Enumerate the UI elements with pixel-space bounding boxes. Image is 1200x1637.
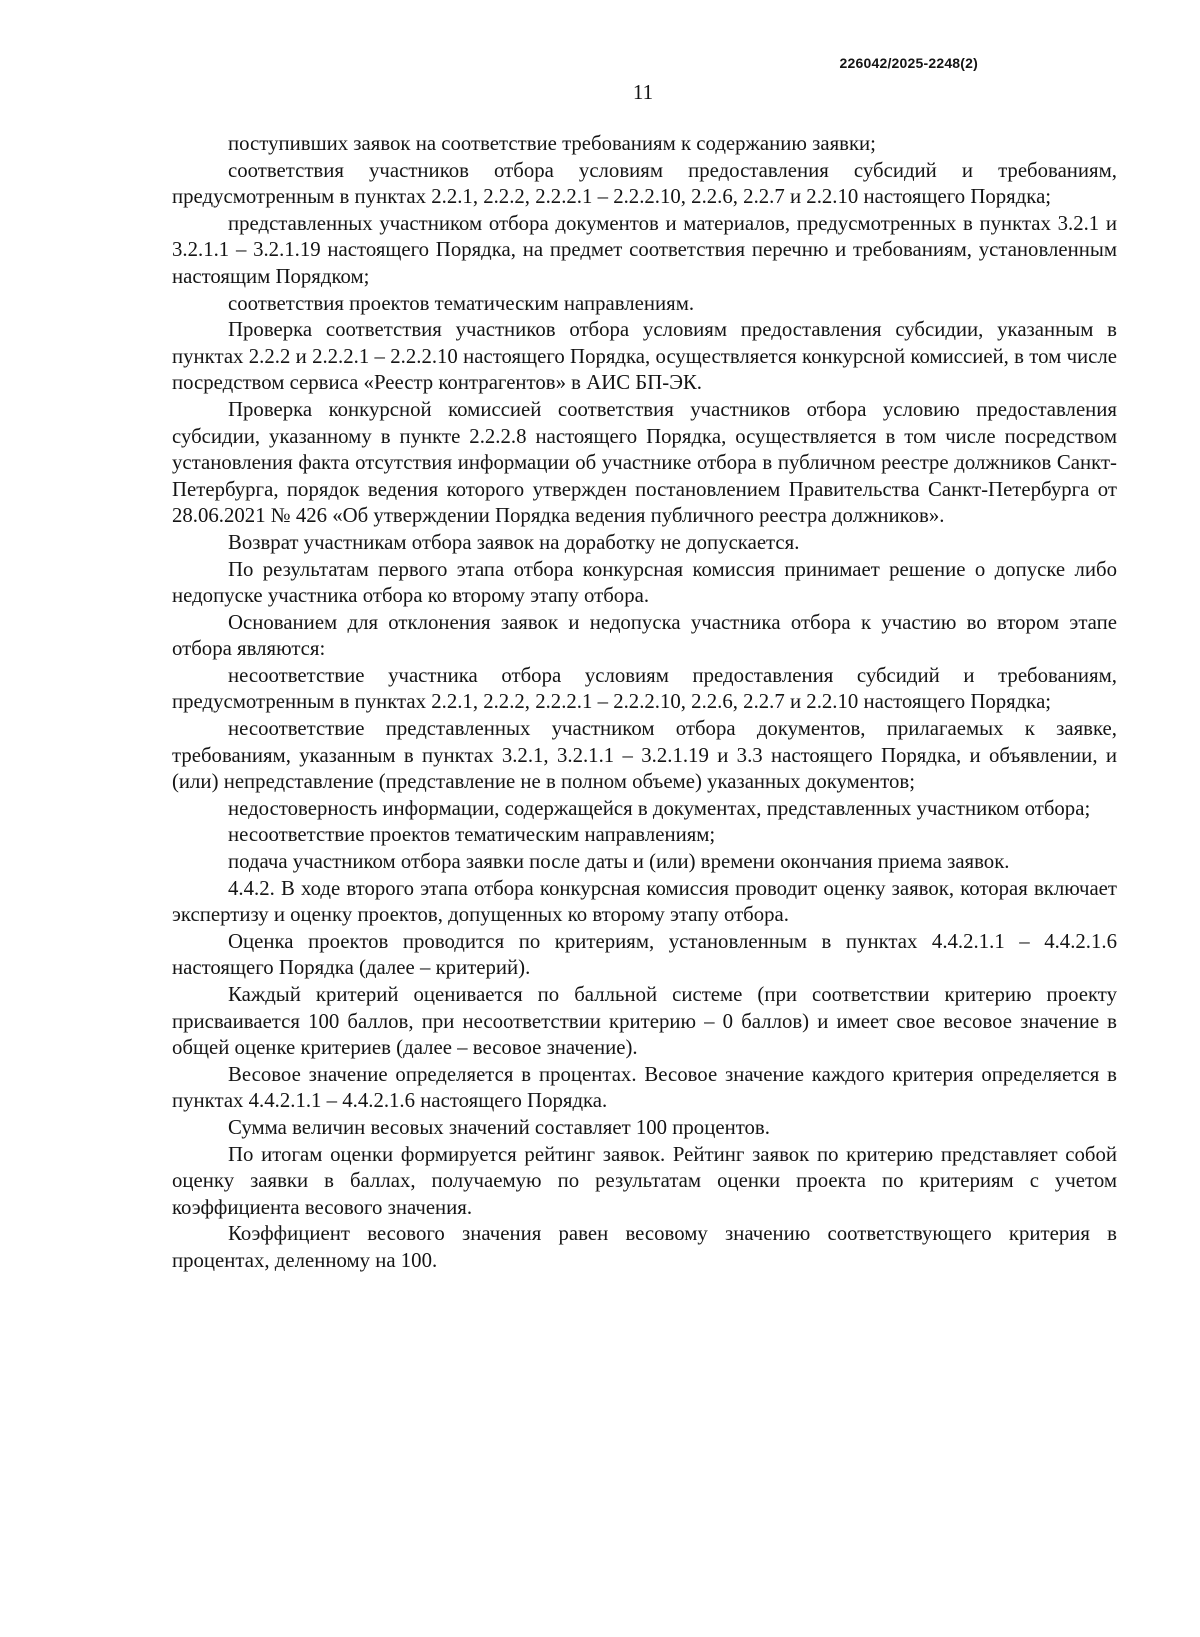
paragraph: несоответствие проектов тематическим направлениям; <box>228 823 716 847</box>
paragraph: Весовое значение определяется в процентах. Весовое значение каждого критерия определяется в пунктах 4.4.2.1.1 – 4.4.2.1.6 настоящего Порядка. <box>172 1062 1117 1113</box>
paragraph: несоответствие представленных участником отбора документов, прилагаемых к заявке, требованиям, указанным в пунктах 3.2.1, 3.2.1.1 – 3.2.1.19 и 3.3 настоящего Порядка, и объявлении, и (или) непредставление (представление не в полном объеме) указанных документов; <box>172 717 1117 794</box>
paragraph: Оценка проектов проводится по критериям, установленным в пунктах 4.4.2.1.1 – 4.4.2.1.6 настоящего Порядка (далее – критерий). <box>172 929 1117 980</box>
paragraph: соответствия проектов тематическим направлениям. <box>228 291 695 315</box>
paragraph: недостоверность информации, содержащейся в документах, представленных участником отбора; <box>228 796 1091 820</box>
paragraph: Возврат участникам отбора заявок на доработку не допускается. <box>228 530 800 554</box>
paragraph: 4.4.2. В ходе второго этапа отбора конкурсная комиссия проводит оценку заявок, которая включает экспертизу и оценку проектов, допущенных ко второму этапу отбора. <box>172 876 1117 927</box>
paragraph: Основанием для отклонения заявок и недопуска участника отбора к участию во втором этапе отбора являются: <box>172 610 1117 661</box>
paragraph: По результатам первого этапа отбора конкурсная комиссия принимает решение о допуске либо недопуске участника отбора ко второму этапу отбора. <box>172 557 1117 608</box>
document-registration-number: 226042/2025-2248(2) <box>839 55 978 71</box>
paragraph: Коэффициент весового значения равен весовому значению соответствующего критерия в процентах, деленному на 100. <box>172 1222 1117 1272</box>
paragraph: соответствия участников отбора условиям предоставления субсидий и требованиям, предусмотренным в пунктах 2.2.1, 2.2.2, 2.2.2.1 – 2.2.2.10, 2.2.6, 2.2.7 и 2.2.10 настоящего Порядка; <box>172 158 1117 209</box>
document-body <box>172 131 1117 1275</box>
paragraph: Проверка конкурсной комиссией соответствия участников отбора условию предоставления субсидии, указанному в пункте 2.2.2.8 настоящего Порядка, осуществляется в том числе посредством установления факта отсутствия информации об участнике отбора в публичном реестре должников Санкт-Петербурга, порядок ведения которого утвержден постановлением Правительства Санкт-Петербурга от 28.06.2021 № 426 «Об утверждении Порядка ведения публичного реестра должников». <box>172 397 1117 528</box>
paragraph: Проверка соответствия участников отбора условиям предоставления субсидии, указанным в пунктах 2.2.2 и 2.2.2.1 – 2.2.2.10 настоящего Порядка, осуществляется конкурсной комиссией, в том числе посредством сервиса «Реестр контрагентов» в АИС БП-ЭК. <box>172 318 1117 395</box>
paragraph: По итогам оценки формируется рейтинг заявок. Рейтинг заявок по критерию представляет собой оценку заявки в баллах, получаемую по результатам оценки проекта по критериям с учетом коэффициента весового значения. <box>172 1142 1117 1219</box>
paragraph: подача участником отбора заявки после даты и (или) времени окончания приема заявок. <box>228 850 1010 874</box>
paragraph: поступивших заявок на соответствие требованиям к содержанию заявки; <box>228 132 876 155</box>
page-number: 11 <box>632 80 654 104</box>
paragraph: представленных участником отбора документов и материалов, предусмотренных в пунктах 3.2.1 и 3.2.1.1 – 3.2.1.19 настоящего Порядка, на предмет соответствия перечню и требованиям, установленным настоящим Порядком; <box>172 211 1117 288</box>
paragraph: Каждый критерий оценивается по балльной системе (при соответствии критерию проекту присваивается 100 баллов, при несоответствии критерию – 0 баллов) и имеет свое весовое значение в общей оценке критериев (далее – весовое значение). <box>172 983 1117 1060</box>
paragraph: Сумма величин весовых значений составляет 100 процентов. <box>228 1115 770 1139</box>
paragraph: несоответствие участника отбора условиям предоставления субсидий и требованиям, предусмотренным в пунктах 2.2.1, 2.2.2, 2.2.2.1 – 2.2.2.10, 2.2.6, 2.2.7 и 2.2.10 настоящего Порядка; <box>172 663 1117 714</box>
